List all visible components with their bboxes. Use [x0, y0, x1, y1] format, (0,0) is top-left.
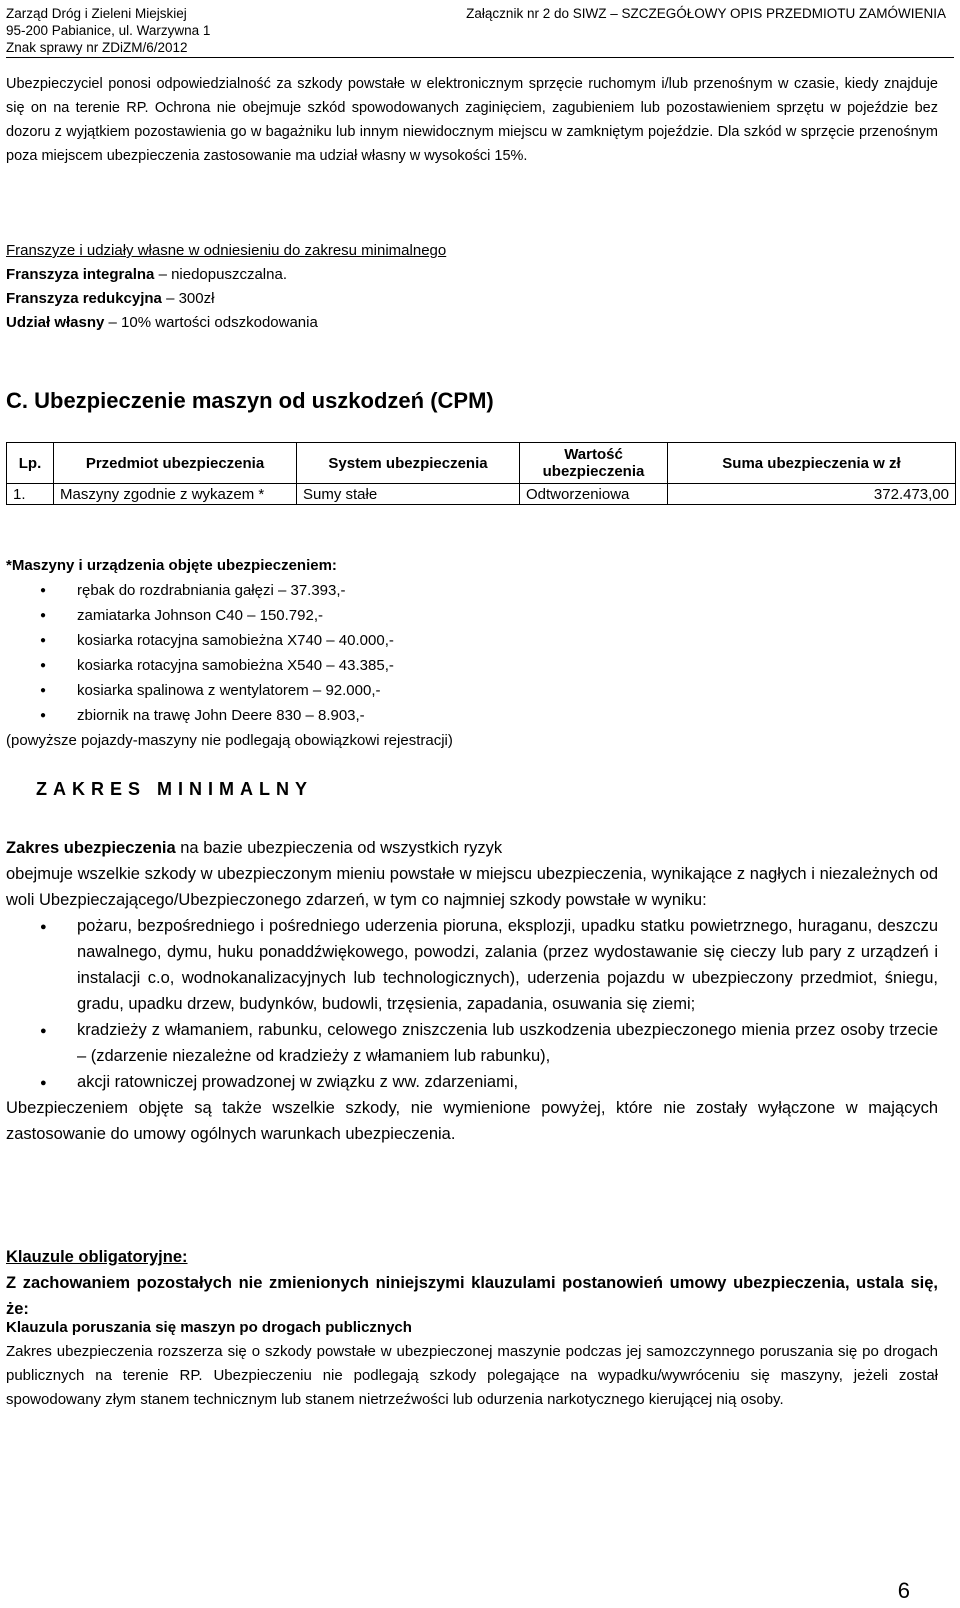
cell-subject: Maszyny zgodnie z wykazem * — [54, 484, 297, 505]
list-item: ● rębak do rozdrabniania gałęzi – 37.393,- — [6, 578, 453, 603]
machines-note: (powyższe pojazdy-maszyny nie podlegają obowiązkowi rejestracji) — [6, 732, 453, 749]
franchise-value: – 10% wartości odszkodowania — [108, 314, 318, 331]
case-number: Znak sprawy nr ZDiZM/6/2012 — [6, 40, 188, 55]
cell-system: Sumy stałe — [297, 484, 520, 505]
cell-sum: 372.473,00 — [668, 484, 956, 505]
zakres-title: ZAKRES MINIMALNY — [36, 779, 313, 799]
zakres-lead — [6, 835, 938, 861]
clauses-block — [6, 1244, 938, 1322]
zakres-lead-rest: na bazie ubezpieczenia od wszystkich ryzyk — [175, 839, 503, 857]
col-lp: Lp. — [7, 443, 54, 484]
machines-list — [6, 553, 453, 753]
clause-text: Zakres ubezpieczenia rozszerza się o szkody powstałe w ubezpieczonej maszynie podczas jej samozczynnego poruszania się po drogach publicznych na terenie RP. Ubezpieczeniu nie podlegają szkody polegające na wypadku/wywróceniu się maszyny, jeżeli został spowodowany złym stanem technicznym lub stanem nietrzeźwości lub odurzenia narkotycznego kierującej nią osoby. — [6, 1343, 938, 1408]
zakres-paragraph: obejmuje wszelkie szkody w ubezpieczonym mieniu powstałe w miejscu ubezpieczenia, wynikające z nagłych i niezależnych od woli Ubezpieczającego/Ubezpieczonego zdarzeń, w tym co najmniej szkody powstałe w wyniku: — [6, 865, 938, 909]
franchise-label: Franszyza integralna — [6, 266, 155, 283]
attachment-title: Załącznik nr 2 do SIWZ – SZCZEGÓŁOWY OPIS PRZEDMIOTU ZAMÓWIENIA — [466, 6, 946, 21]
clauses-heading: Klauzule obligatoryjne: — [6, 1248, 188, 1266]
franchise-row — [6, 312, 318, 333]
col-sum: Suma ubezpieczenia w zł — [668, 443, 956, 484]
issuer-name: Zarząd Dróg i Zieleni Miejskiej — [6, 6, 187, 21]
zakres-lead-bold: Zakres ubezpieczenia — [6, 839, 176, 857]
list-item: ● kosiarka rotacyjna samobieżna X540 – 43.385,- — [6, 653, 453, 678]
cell-value: Odtworzeniowa — [520, 484, 668, 505]
insurance-table — [6, 442, 956, 505]
zakres-closing: Ubezpieczeniem objęte są także wszelkie szkody, nie wymienione powyżej, które nie zostały wyłączone w mających zastosowanie do umowy ogólnych warunkach ubezpieczenia. — [6, 1099, 938, 1143]
franchise-label: Udział własny — [6, 314, 105, 331]
col-subject: Przedmiot ubezpieczenia — [54, 443, 297, 484]
issuer-address: 95-200 Pabianice, ul. Warzywna 1 — [6, 23, 211, 38]
intro-paragraph: Ubezpieczyciel ponosi odpowiedzialność za szkody powstałe w elektronicznym sprzęcie ruchomym i/lub przenośnym w czasie, kiedy znajduje się on na terenie RP. Ochrona nie obejmuje szkód spowodowanych zaginięciem, zagubieniem lub pozostawieniem sprzętu w pojeździe bez dozoru z wyjątkiem pozostawienia go w bagażniku lub innym niewidocznym miejscu w zamkniętym pojeździe. Dla szkód w sprzęcie przenośnym poza miejscem ubezpieczenia zastosowanie ma udział własny w wysokości 15%. — [6, 76, 938, 164]
list-item: ● akcji ratowniczej prowadzonej w związku z ww. zdarzeniami, — [6, 1069, 938, 1095]
header-divider — [6, 57, 954, 58]
machines-heading: *Maszyny i urządzenia objęte ubezpieczeniem: — [6, 557, 337, 574]
clause-section — [6, 1316, 938, 1412]
col-value: Wartość ubezpieczenia — [520, 443, 668, 484]
franchise-label: Franszyza redukcyjna — [6, 290, 162, 307]
list-item: ● kosiarka spalinowa z wentylatorem – 92.000,- — [6, 678, 453, 703]
list-item: ● pożaru, bezpośredniego i pośredniego uderzenia pioruna, eksplozji, upadku statku powietrznego, huraganu, deszczu nawalnego, dymu, huku ponaddźwiękowego, powodzi, zalania (przez wydostawanie się cieczy lub pary z urządzeń i instalacji c.o, wodnokanalizacyjnych lub technologicznych), uderzenia pojazdu w ubezpieczony przedmiot, śniegu, gradu, upadku drzew, budynków, budowli, trzęsienia, zapadania, osuwania się ziemi; — [6, 913, 938, 1017]
cell-lp: 1. — [7, 484, 54, 505]
section-title: C. Ubezpieczenie maszyn od uszkodzeń (CPM) — [6, 388, 494, 413]
franchise-row — [6, 264, 287, 285]
list-item: ● zamiatarka Johnson C40 – 150.792,- — [6, 603, 453, 628]
page-number: 6 — [897, 1578, 910, 1603]
list-item: ● zbiornik na trawę John Deere 830 – 8.903,- — [6, 703, 453, 728]
franchise-value: – 300zł — [166, 290, 215, 307]
table-header-row — [7, 443, 956, 484]
franchise-heading: Franszyze i udziały własne w odniesieniu do zakresu minimalnego — [6, 242, 447, 259]
franchise-row — [6, 288, 214, 309]
franchise-value: – niedopuszczalna. — [158, 266, 287, 283]
list-item: ● kosiarka rotacyjna samobieżna X740 – 40.000,- — [6, 628, 453, 653]
col-system: System ubezpieczenia — [297, 443, 520, 484]
list-item: ● kradzieży z włamaniem, rabunku, celowego zniszczenia lub uszkodzenia ubezpieczonego mienia przez osoby trzecie – (zdarzenie niezależne od kradzieży z włamaniem lub rabunku), — [6, 1017, 938, 1069]
issuer-block — [6, 5, 210, 56]
zakres-block — [6, 835, 938, 1147]
table-row — [7, 484, 956, 505]
clauses-intro: Z zachowaniem pozostałych nie zmienionych niniejszymi klauzulami postanowień umowy ubezpieczenia, ustala się, że: — [6, 1274, 938, 1318]
clause-title: Klauzula poruszania się maszyn po drogach publicznych — [6, 1319, 412, 1336]
